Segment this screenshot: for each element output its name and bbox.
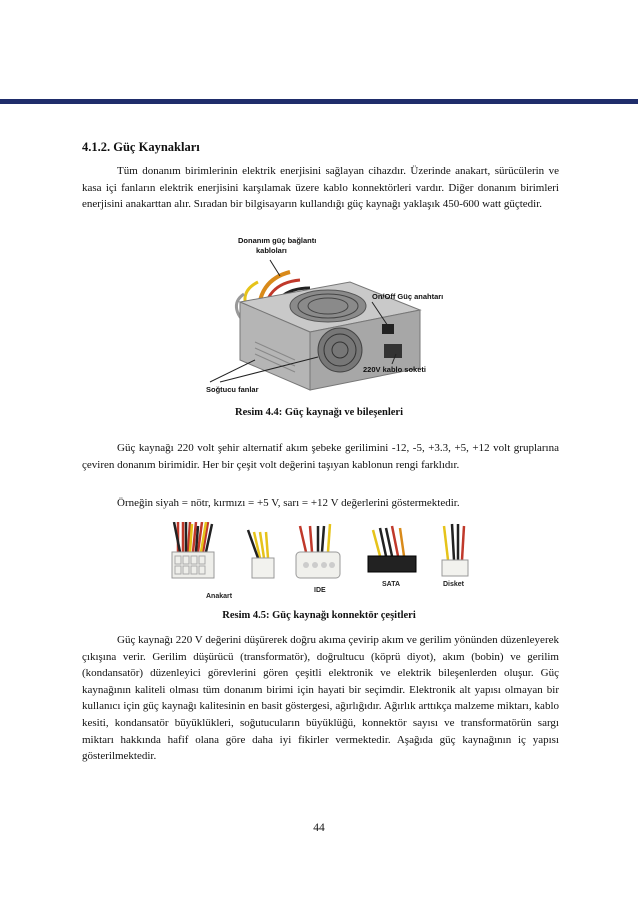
section-heading: 4.1.2. Güç Kaynakları [82, 140, 200, 154]
label-anakart: Anakart [206, 593, 233, 600]
paragraph-voltages-text: Güç kaynağı 220 volt şehir alternatif akım şebeke gerilimini -12, -5, +3.3, +5, +12 volt gruplarına çeviren donanım birimidir. Her bir çeşit volt değerini taşıyan kablonun rengi farklıdır. [82, 442, 559, 471]
label-sata: SATA [382, 581, 401, 588]
label-disket: Disket [443, 581, 465, 588]
label-fans: Soğtucu fanlar [206, 385, 259, 394]
psu-figure [200, 232, 470, 402]
paragraph-intro-text: Tüm donanım birimlerinin elektrik enerjisini sağlayan cihazdır. Üzerinde anakart, sürücülerin ve kasa içi fanların elektrik enerjisini karşılamak üzere kablo konnektörleri vardır. Diğer donanım birimleri enerjisini anakarttan alır. Sıradan bir bilgisayarın kullandığı güç kaynağı yaklaşık 450-600 watt güçtedir. [82, 165, 559, 211]
figure2-caption: Resim 4.5: Güç kaynağı konnektör çeşitleri [222, 610, 416, 621]
label-ide: IDE [314, 587, 326, 594]
header-rule [0, 99, 638, 104]
paragraph-structure-text: Güç kaynağı 220 V değerini düşürerek doğru akıma çevirip akım ve gerilim yönünden düzenleyerek çıkışına verir. Gerilim düşürücü (transformatör), doğrultucu (köprü diyot), akım (bobin) ve gerilim (kondansatör) düzenleyici görevlerini gören çeşitli elektronik ve elektrik bileşenlerden oluşur. Güç kaynağının kaliteli olması tüm donanım birimi için hayati bir seçimdir. Elektronik alt yapısı olmayan bir kullanıcı için güç kaynağı kalitesinin en basit göstergesi, ağırlığıdır. Ağırlık arttıkça malzeme miktarı, kablo kesiti, kondansatör büyüklükleri, soğutucuların büyüklüğü, konnektör sayısı ve transformatörün sargı miktarı hakkında hafif olana göre daha iyi fikirler vermektedir. Aşağıda güç kaynağının iç yapısı gösterilmektedir. [82, 634, 559, 763]
label-cables-line1: Donanım güç bağlantı [238, 236, 317, 245]
label-cables-line2: kabloları [256, 246, 287, 255]
paragraph-intro [82, 163, 559, 213]
connectors-figure [168, 522, 478, 602]
label-switch: On/Off Güç anahtarı [372, 292, 444, 301]
paragraph-colors-text: Örneğin siyah = nötr, kırmızı = +5 V, sarı = +12 V değerlerini göstermektedir. [117, 497, 460, 509]
page-number: 44 [313, 822, 325, 834]
paragraph-structure [82, 632, 559, 765]
paragraph-colors [82, 495, 559, 512]
label-socket: 220V kablo soketi [363, 365, 426, 374]
figure1-caption: Resim 4.4: Güç kaynağı ve bileşenleri [235, 407, 403, 418]
paragraph-voltages [82, 440, 559, 473]
